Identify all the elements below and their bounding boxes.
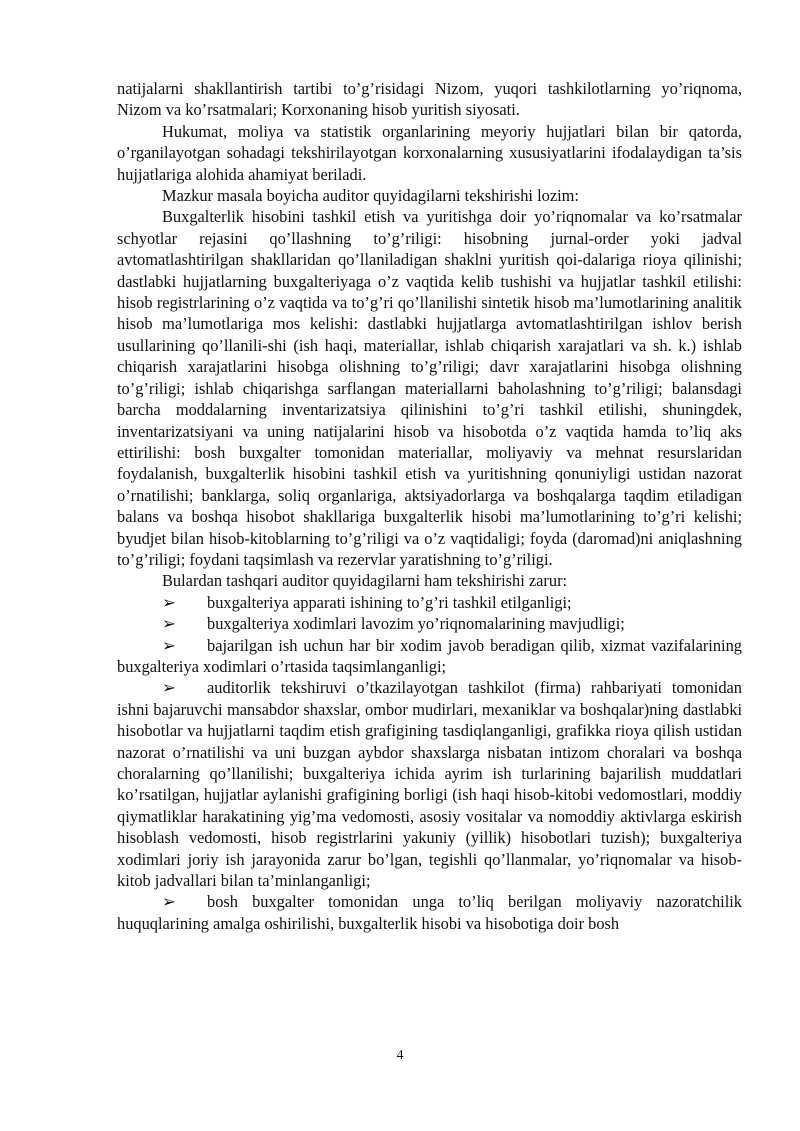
list-item-text: bajarilgan ish uchun har bir xodim javob beradigan qilib, xizmat vazifalarining buxgalteriya xodimlari o’rtasida taqsimlanganligi; bbox=[117, 635, 742, 676]
paragraph-additional-checks: Bulardan tashqari auditor quyidagilarni ham tekshirishi zarur: bbox=[162, 571, 568, 591]
paragraph-accounting-checks: Buxgalterlik hisobini tashkil etish va yuritishga doir yo’riqnomalar va ko’rsatmalar schyotlar rejasini qo’llashning to’g’riligi: hisobning jurnal-order yoki jadval avtomatlashtirilgan shakllaridan qo’llaniladigan shaklni yuritish qoi-dalariga rioya qilinishi; dastlabki hujjatlarning buxgalteriyaga o’z vaqtida kelib tushishi va hujjatlar tashkil etilishi: hisob registrlarining o’z vaqtida va to’g’ri qo’llanilishi sintetik hisob ma’lumotlarining analitik hisob ma’lumotlariga mos kelishi: dastlabki hujjatlarga avtomatlashtirilgan ishlov berish usullarining qo’llanili-shi (ish haqi, materiallar, ishlab chiqarish xarajatlari va sh. k.) ishlab chiqarish xarajatlarini hisobga olishning to’g’riligi; davr xarajatlarini hisobga olishning to’g’riligi; ishlab chiqarishga sarflangan materiallarni baholashning to’g’riligi; balansdagi barcha moddalarning inventarizatsiya qilinishini to’g’ri tashkil etilishi, shuningdek, inventarizatsiyani va uning natijalarini hisob va hisobotda o’z vaqtida hamda to’liq aks ettirilishi: bosh buxgalter tomonidan materiallar, moliyaviy va mehnat resurslaridan foydalanish, buxgalterlik hisobini tashkil etish va yuritishning qonuniyligi ustidan nazorat o’rnatilishi; banklarga, soliq organlariga, aktsiyadorlarga va boshqalarga taqdim etiladigan balans va boshqa hisobot shakllariga buxgalterlik hisobi ma’lumotlarining to’g’ri kelishi; byudjet bilan hisob-kitoblarning to’g’riligi va o’z vaqtidaligi; foyda (daromad)ni aniqlashning to’g’riligi; foydani taqsimlash va rezervlar yaratishning to’g’riligi. bbox=[117, 207, 742, 569]
paragraph-auditor-intro: Mazkur masala boyicha auditor quyidagilarni tekshirishi lozim: bbox=[162, 186, 579, 206]
list-item bbox=[117, 635, 742, 678]
paragraph-regulations: Hukumat, moliya va statistik organlarining meyoriy hujjatlari bilan bir qatorda, o’rganilayotgan sohadagi tekshirilayotgan korxonalarning xususiyatlarini ifodalaydigan ta’sis hujjatlariga alohida ahamiyat beriladi. bbox=[117, 121, 742, 184]
list-item-text: buxgalteriya xodimlari lavozim yo’riqnomalarining mavjudligi; bbox=[207, 614, 625, 634]
document-body bbox=[117, 78, 742, 934]
arrow-bullet-icon: ➢ bbox=[162, 614, 176, 634]
arrow-bullet-icon: ➢ bbox=[162, 592, 176, 612]
arrow-bullet-icon: ➢ bbox=[162, 892, 176, 912]
arrow-bullet-icon: ➢ bbox=[162, 635, 176, 655]
list-item-text: auditorlik tekshiruvi o’tkazilayotgan tashkilot (firma) rahbariyati tomonidan ishni bajaruvchi mansabdor shaxslar, ombor mudirlari, mexaniklar va boshqalar)ning dastlabki hisobotlar va hujjatlarni taqdim etish grafigining tasdiqlanganligi, grafikka rioya qilish ustidan nazorat o’rnatilishi va uni buzgan aybdor shaxslarga nisbatan intizom choralari va boshqa choralarning qo’llanilishi; buxgalteriya ichida ayrim ish turlarining bajarilish muddatlari ko’rsatilgan, hujjatlar aylanishi grafigining borligi (ish haqi hisob-kitobi vedomostlari, moddiy qiymatliklar harakatining yig’ma vedomosti, asosiy vositalar va nomoddiy aktivlarga eskirish hisoblash vedomosti, hisob registrlarini yakuniy (yillik) hisobotlari tuzish); buxgalteriya xodimlari joriy ish jarayonida zarur bo’lgan, tegishli qo’llanmalar, yo’riqnomalar va hisob-kitob jadvallari bilan ta’minlanganligi; bbox=[117, 678, 742, 891]
list-item bbox=[117, 592, 742, 613]
list-item bbox=[117, 677, 742, 891]
list-item bbox=[117, 891, 742, 934]
arrow-bullet-icon: ➢ bbox=[162, 678, 176, 698]
list-item-text: bosh buxgalter tomonidan unga to’liq berilgan moliyaviy nazoratchilik huquqlarining amalga oshirilishi, buxgalterlik hisobi va hisobotiga doir bosh bbox=[117, 892, 742, 933]
page-number: 4 bbox=[396, 1048, 404, 1063]
list-item bbox=[117, 613, 742, 634]
list-item-text: buxgalteriya apparati ishining to’g’ri tashkil etilganligi; bbox=[207, 592, 572, 612]
paragraph-continuation: natijalarni shakllantirish tartibi to’g’risidagi Nizom, yuqori tashkilotlarning yo’riqnoma, Nizom va ko’rsatmalari; Korxonaning hisob yuritish siyosati. bbox=[117, 79, 742, 120]
